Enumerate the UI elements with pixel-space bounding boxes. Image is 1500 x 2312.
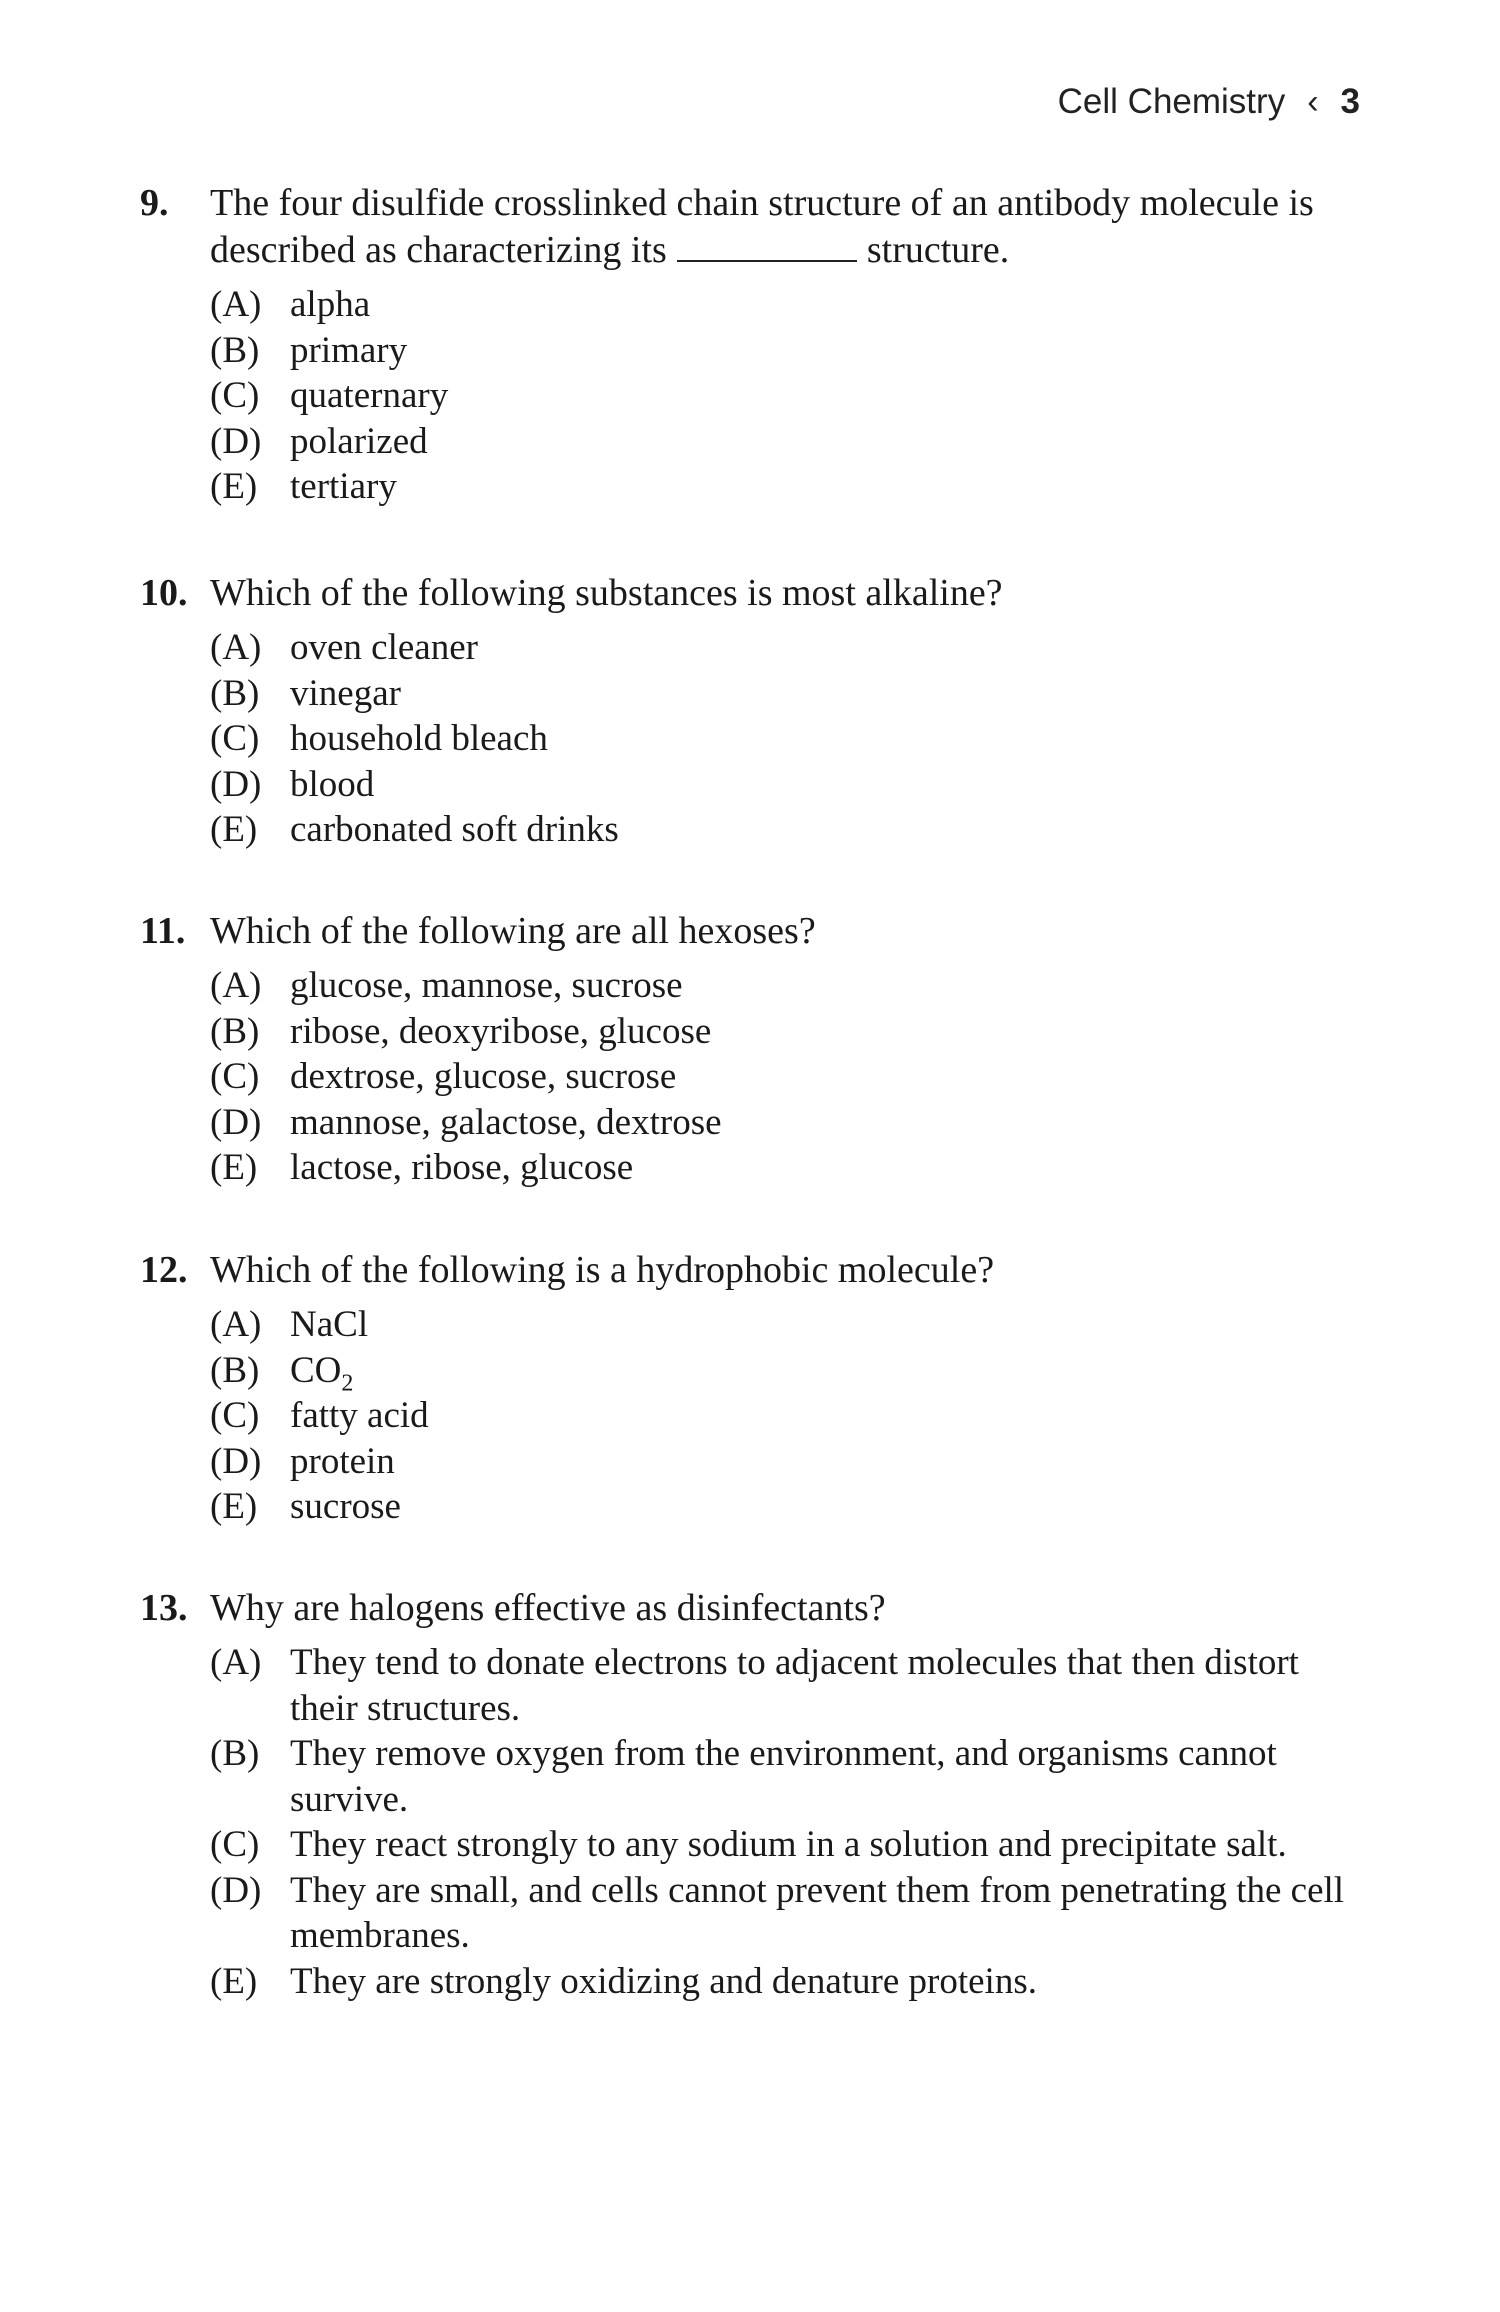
answer-blank (677, 230, 857, 262)
question-text: Why are halogens effective as disinfectants? (210, 1587, 886, 1629)
question-9 (140, 180, 1370, 510)
question-number: 12. (140, 1249, 188, 1291)
option-d[interactable]: (D) mannose, galactose, dextrose (210, 1101, 722, 1143)
option-e[interactable]: (E) carbonated soft drinks (210, 809, 619, 850)
option-a[interactable]: (A) NaCl (210, 1304, 369, 1345)
option-e[interactable]: (E) sucrose (210, 1486, 401, 1527)
question-number: 9. (140, 182, 169, 224)
page-number: 3 (1340, 82, 1360, 121)
options-list (210, 625, 1370, 853)
question-text: Which of the following are all hexoses? (210, 910, 816, 952)
options-list (210, 963, 1370, 1191)
options-list (210, 1302, 1370, 1530)
running-header (1058, 82, 1360, 122)
option-d[interactable]: (D) protein (210, 1440, 395, 1482)
option-b[interactable]: (B) primary (210, 329, 408, 371)
question-12 (140, 1247, 1370, 1530)
question-10 (140, 570, 1370, 853)
option-a[interactable]: (A) oven cleaner (210, 627, 478, 668)
question-number: 11. (140, 910, 186, 952)
subscript: 2 (341, 1369, 354, 1396)
option-b[interactable]: (B) vinegar (210, 672, 401, 714)
chevron-left-icon: ‹ (1307, 82, 1319, 121)
option-c[interactable]: (C) fatty acid (210, 1395, 429, 1436)
question-text: Which of the following is a hydrophobic molecule? (210, 1249, 995, 1291)
option-c[interactable]: (C) They react strongly to any sodium in a solution and precipitate salt. (210, 1824, 1287, 1865)
option-d[interactable]: (D) They are small, and cells cannot prevent them from penetrating the cell membranes. (210, 1869, 1345, 1956)
option-e[interactable]: (E) They are strongly oxidizing and denature proteins. (210, 1960, 1037, 2002)
question-11 (140, 908, 1370, 1191)
option-b[interactable]: (B) ribose, deoxyribose, glucose (210, 1010, 712, 1052)
option-b[interactable]: (B) $CO_2$ (210, 1349, 354, 1396)
option-b[interactable]: (B) They remove oxygen from the environment, and organisms cannot survive. (210, 1733, 1277, 1820)
chapter-title: Cell Chemistry (1057, 82, 1286, 121)
option-a[interactable]: (A) They tend to donate electrons to adjacent molecules that then distort their structures. (210, 1642, 1299, 1729)
option-c[interactable]: (C) household bleach (210, 718, 548, 759)
question-number: 10. (140, 572, 188, 614)
options-list (210, 1640, 1370, 2004)
option-c[interactable]: (C) quaternary (210, 375, 449, 416)
question-text: The four disulfide crosslinked chain structure of an antibody molecule is described as characterizing its structure. (210, 182, 1314, 271)
option-c[interactable]: (C) dextrose, glucose, sucrose (210, 1056, 677, 1097)
question-13 (140, 1585, 1370, 2004)
option-e[interactable]: (E) lactose, ribose, glucose (210, 1147, 634, 1188)
option-d[interactable]: (D) blood (210, 763, 375, 805)
option-e[interactable]: (E) tertiary (210, 466, 397, 507)
option-d[interactable]: (D) polarized (210, 420, 428, 462)
question-number: 13. (140, 1587, 188, 1629)
option-a[interactable]: (A) glucose, mannose, sucrose (210, 965, 683, 1006)
option-a[interactable]: (A) alpha (210, 284, 371, 325)
options-list (210, 282, 1370, 510)
question-text: Which of the following substances is most alkaline? (210, 572, 1003, 614)
